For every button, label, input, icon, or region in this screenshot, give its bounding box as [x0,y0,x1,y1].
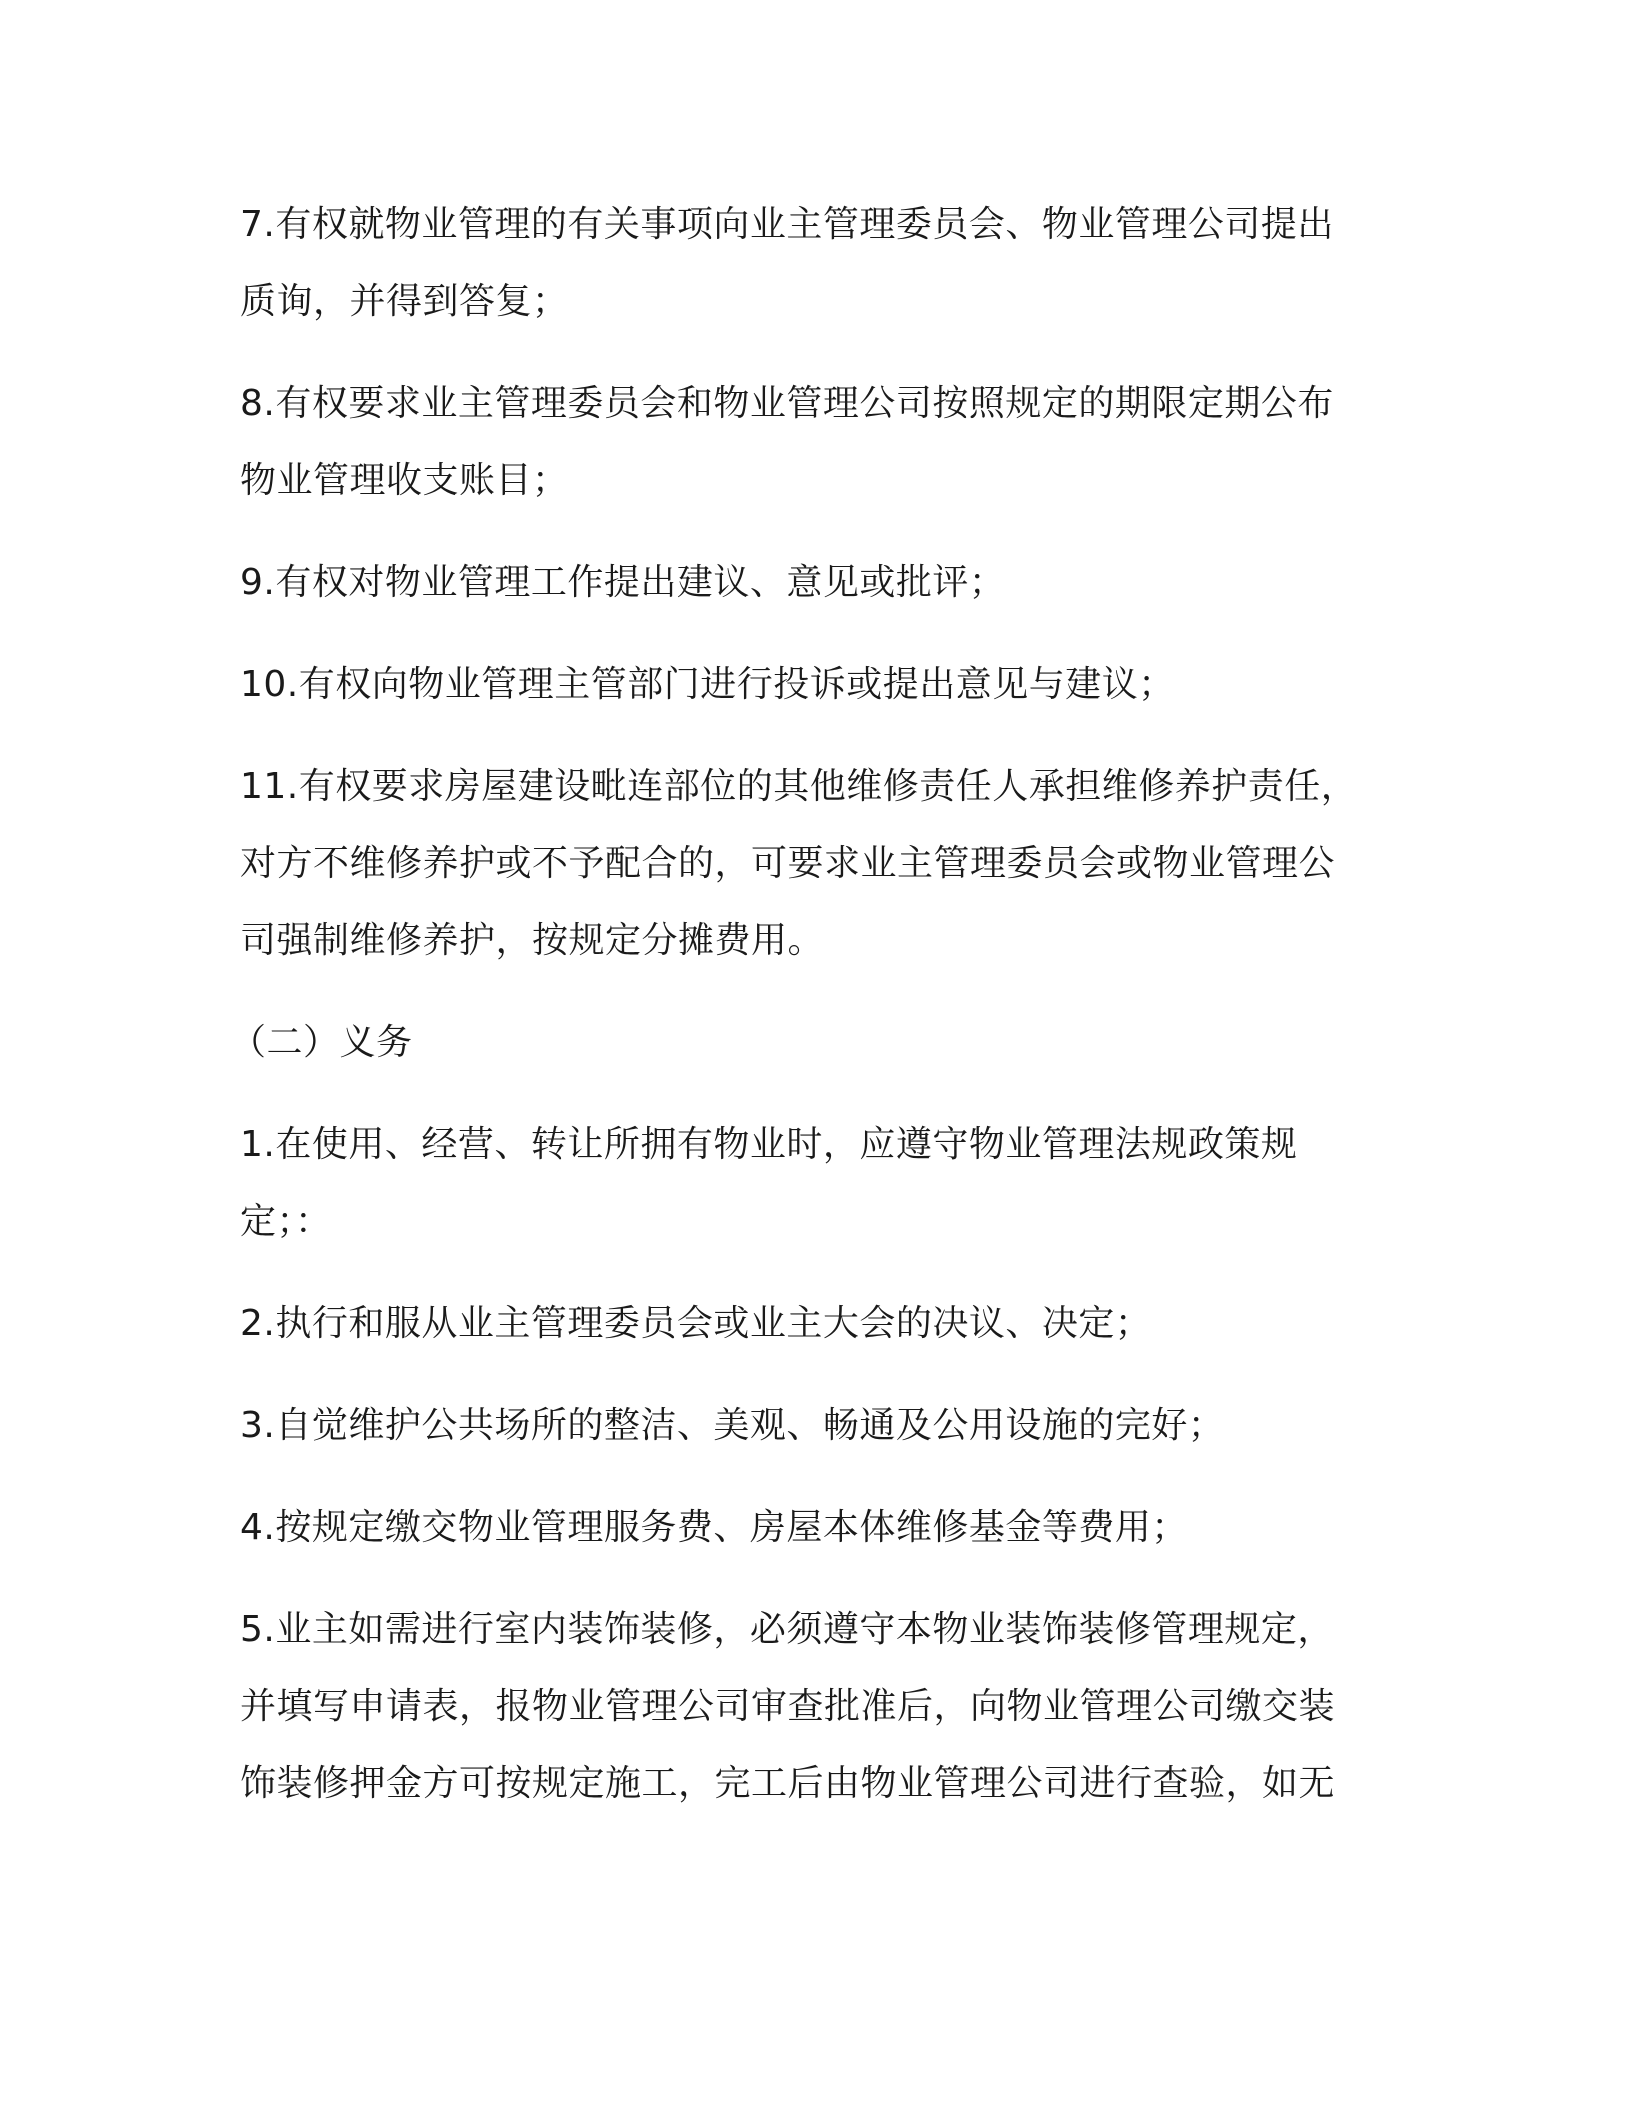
text-line: 质询，并得到答复； [240,281,569,322]
rights-item-8 [240,365,1370,519]
text-line: 11.有权要求房屋建设毗连部位的其他维修责任人承担维修养护责任， [240,766,1358,807]
text-line: 物业管理收支账目； [240,460,569,501]
text-line: 8.有权要求业主管理委员会和物业管理公司按照规定的期限定期公布 [240,383,1334,424]
duties-item-4 [240,1489,1370,1566]
text-line: 9.有权对物业管理工作提出建议、意见或批评； [240,562,1006,603]
rights-item-11 [240,748,1370,979]
text-line: 5.业主如需进行室内装饰装修，必须遵守本物业装饰装修管理规定， [240,1609,1334,1650]
section-heading-duties [230,1004,1370,1081]
text-line: 7.有权就物业管理的有关事项向业主管理委员会、物业管理公司提出 [240,204,1334,245]
rights-item-9 [240,544,1370,621]
duties-item-2 [240,1285,1370,1362]
text-line: 并填写申请表，报物业管理公司审查批准后，向物业管理公司缴交装 [240,1686,1336,1727]
rights-item-10 [240,646,1370,723]
text-line: 4.按规定缴交物业管理服务费、房屋本体维修基金等费用； [240,1507,1188,1548]
heading-text: （二）义务 [230,1022,413,1063]
duties-item-5 [240,1591,1370,1822]
text-line: 3.自觉维护公共场所的整洁、美观、畅通及公用设施的完好； [240,1405,1225,1446]
text-line: 10.有权向物业管理主管部门进行投诉或提出意见与建议； [240,664,1175,705]
text-line: 司强制维修养护，按规定分摊费用。 [240,920,825,961]
duties-item-3 [240,1387,1370,1464]
document-page [230,186,1370,1847]
text-line: 对方不维修养护或不予配合的，可要求业主管理委员会或物业管理公 [240,843,1336,884]
duties-item-1 [240,1106,1370,1260]
text-line: 饰装修押金方可按规定施工，完工后由物业管理公司进行查验，如无 [240,1763,1336,1804]
text-line: 1.在使用、经营、转让所拥有物业时，应遵守物业管理法规政策规 [240,1124,1298,1165]
text-line: 2.执行和服从业主管理委员会或业主大会的决议、决定； [240,1303,1152,1344]
text-line: 定；： [240,1201,332,1242]
rights-item-7 [240,186,1370,340]
